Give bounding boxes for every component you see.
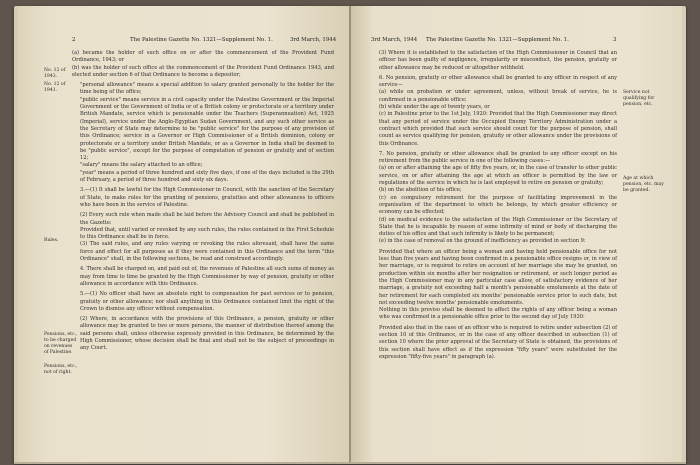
paragraph: "public service" means service in a civil capacity under the Palestine Government or the Imperial Government or the Government of India or of a British colony or protectorate or a territory under British Mandate, service which is pensionable under the Teachers (Superannuation) Act, 1925 (Imperial), service under the Anglo-Egyptian Sudan Government, and any such other service as the Secretary of State may determine to be "public service" for the purpose of any provision of this Ordinance; service in a Governor or High Commissioner of a British dominion, colony or protectorate or a territory under British Mandate, or as a Governor in India shall be deemed to be "public service", except for the purpose of computation of pension or gratuity and of section 12; xyxy=(80,96,334,162)
right-header-date: 3rd March, 1944 xyxy=(371,37,418,43)
paragraph: (3) Where it is established to the satisfaction of the High Commissioner in Council that an officer has been guilty of negligence, irregularity or misconduct, the pension, gratuity or other allowance may be reduced or altogether withheld. xyxy=(379,50,617,71)
left-page-number: 2 xyxy=(72,37,76,43)
paragraph: 6. No pension, gratuity or other allowance shall be granted to any officer in respect of any service— xyxy=(379,74,617,89)
paragraph: (c) on compulsory retirement for the purpose of facilitating improvement in the organisation of the department to which he belongs, by which greater efficiency or economy can be effected; xyxy=(379,194,617,216)
right-running-title: The Palestine Gazette No. 1321—Supplement No. 1. xyxy=(426,37,569,43)
paragraph: 3.—(1) It shall be lawful for the High Commissioner in Council, with the sanction of the Secretary of State, to make rules for the granting of pensions, gratuities and other allowances to officers who have been in the service of Palestine. xyxy=(80,187,334,208)
margin-note: Pensions, etc., not of right. xyxy=(44,364,78,375)
paragraph: (2) Every such rule when made shall be laid before the Advisory Council and shall be published in the Gazette: xyxy=(80,212,334,226)
paragraph: "salary" means the salary attached to an office; xyxy=(80,162,203,169)
paragraph: (b) on the abolition of his office; xyxy=(379,187,462,194)
margin-note: Pensions, etc., to be charged on revenues of Palestine. xyxy=(44,332,78,355)
margin-note: No. 12 of 1943. xyxy=(44,68,66,79)
right-page-number: 3 xyxy=(613,37,617,43)
paragraph: "personal allowance" means a special addition to salary granted personally to the holder for the time being of the office; xyxy=(80,82,334,96)
paragraph: (b) was the holder of such office at the commencement of the Provident Fund Ordinance 1943, and elected under section 6 of that Ordinance to become a depositor; xyxy=(72,64,334,78)
paragraph: (e) in the case of removal on the ground of inefficiency as provided in section 9: xyxy=(379,238,586,245)
margin-note: Service not qualifying for pension, etc. xyxy=(623,90,655,107)
paragraph: Provided that, until varied or revoked by any such rules, the rules contained in the First Schedule to this Ordinance shall be in force. xyxy=(80,226,334,241)
paragraph: 4. There shall be charged on, and paid out of, the revenues of Palestine all such sums of money as may from time to time be granted by the High Commissioner by way of pension, gratuity or other allowance in accordance with this Ordinance. xyxy=(80,266,334,287)
paragraph: (b) while under the age of twenty years, or xyxy=(379,104,490,111)
paragraph: (c) in Palestine prior to the 1st July, 1920: Provided that the High Commissioner may direct that any period of service under the Occupied Enemy Territory Administration under a contract which provided that such service should count for the purpose of pension, shall count as service qualifying for pension, gratuity or other allowance under the provisions of this Ordinance. xyxy=(379,111,617,147)
paragraph: (a) while on probation or under agreement, unless, without break of service, he is confirmed in a pensionable office; xyxy=(379,89,617,103)
paragraph: 5.—(1) No officer shall have an absolute right to compensation for past services or to pension, gratuity or other allowance; nor shall anything in this Ordinance contained limit the right of the Crown to dismiss any officer without compensation. xyxy=(80,291,334,312)
paragraph: "year" means a period of three hundred and sixty five days, if one of the days included is the 29th of February, a period of three hundred and sixty six days. xyxy=(80,169,334,184)
left-page xyxy=(18,6,350,464)
gazette-book xyxy=(14,6,686,464)
paragraph: (d) on medical evidence to the satisfaction of the High Commissioner or the Secretary of State that he is incapable by reason of some infirmity of mind or body of discharging the duties of his office and that such infirmity is likely to be permanent; xyxy=(379,216,617,238)
right-page xyxy=(351,6,682,464)
paragraph: (a) became the holder of such office on or after the commencement of the Provident Fund Ordinance, 1943; or xyxy=(72,50,334,64)
paragraph: Provided also that in the case of an officer who is required to retire under subsection (2) of section 10 of this Ordinance, or in the case of any officer described in subsection (1) of section 10 where the prior approval of the Secretary of State is obtained, the provisions of this section shall have effect as if the expression "fifty years" were substituted for the expression "fifty-five years" in paragraph (a). xyxy=(379,324,617,360)
paragraph: 7. No pension, gratuity or other allowance shall be granted to any officer except on his retirement from the public service in one of the following cases:— xyxy=(379,150,617,165)
left-running-title: The Palestine Gazette No. 1321—Supplement No. 1. xyxy=(130,37,273,43)
paragraph: (a) on or after attaining the age of fifty five years, or, in the case of transfer to other public service, on or after attaining the age at which an officer is permitted by the law or regulations of the service in which he is last employed to retire on pension or gratuity; xyxy=(379,165,617,187)
margin-note: No. 12 of 1941. xyxy=(44,82,66,93)
paragraph: Provided that where an officer being a woman and having held pensionable office for not less than five years and having been confirmed in a pensionable office resigns or, in view of her marriage, or is required to retire on account of her marriage she may be granted, on production within six months after her resignation or retirement, or such longer period as the High Commissioner may in any particular case allow, of satisfactory evidence of her marriage, a gratuity not exceeding half a month's pensionable emoluments at the date of her retirement for each completed six months' pensionable service prior to such date, but not exceeding twelve months' pensionable emoluments. xyxy=(379,248,617,306)
left-header-date: 3rd March, 1944 xyxy=(290,37,337,43)
right-page-text xyxy=(371,50,617,361)
left-page-text xyxy=(72,50,334,356)
paragraph: (2) Where, in accordance with the provisions of this Ordinance, a pension, gratuity or other allowance may be granted to two or more persons, the manner of distribution thereof among the said persons shall, unless otherwise expressly provided in this Ordinance, be determined by the High Commissioner, whose decision shall be final and shall not be the subject of proceedings in any Court. xyxy=(80,316,334,352)
book-bottom-edge xyxy=(14,462,686,464)
margin-note: Rules. xyxy=(44,238,59,243)
margin-note: Age at which pension, etc. may be granted. xyxy=(623,176,664,193)
paragraph: Nothing in this proviso shall be deemed to affect the rights of any officer being a woman who was confirmed in a pensionable office prior to the second day of July 1930: xyxy=(379,307,617,321)
paragraph: (3) The said rules, and any rules varying or revoking the rules aforesaid, shall have the same force and effect for all purposes as if they were contained in this Ordinance and the term "this Ordinance" shall, in the following sections, be read and construed accordingly. xyxy=(80,241,334,263)
